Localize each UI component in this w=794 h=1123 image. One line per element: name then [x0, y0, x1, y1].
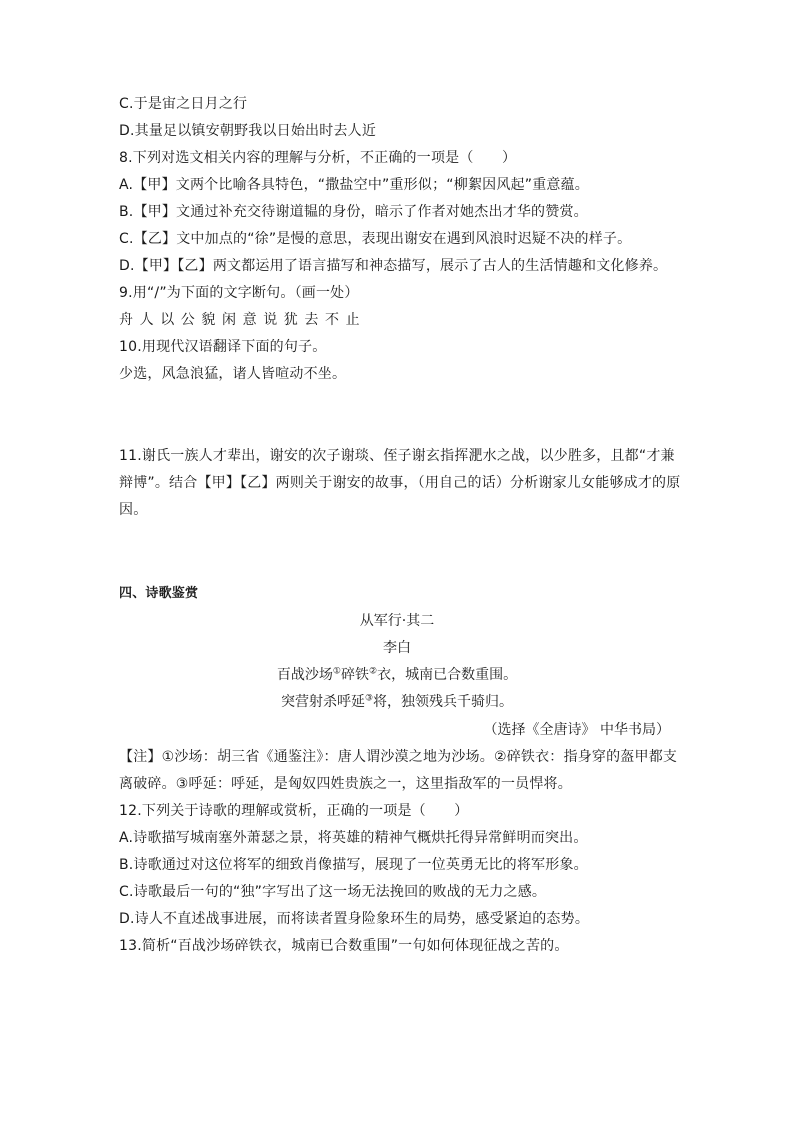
q9-stem: 9.用“/”为下面的文字断句。（画一处）	[119, 285, 359, 301]
q7-option-c: C.于是宙之日月之行	[119, 96, 248, 112]
poem-source: （选择《全唐诗》 中华书局）	[483, 722, 670, 738]
q8-option-a: A.【甲】文两个比喻各具特色，“撒盐空中”重形似；“柳絮因风起”重意蕴。	[119, 177, 589, 193]
poem-notes-line-1: 【注】①沙场：胡三省《通鉴注》：唐人谓沙漠之地为沙场。②碎铁衣：指身穿的盔甲都支	[119, 749, 678, 765]
q9-text: 舟人以公貌闲意说犹去不止	[119, 312, 367, 328]
q8-option-b: B.【甲】文通过补充交待谢道韫的身份，暗示了作者对她杰出才华的赞赏。	[119, 204, 588, 220]
q7-option-d: D.其量足以镇安朝野我以日始出时去人近	[119, 123, 377, 139]
q11-line-2: 辩博”。结合【甲】【乙】两则关于谢安的故事，（用自己的话）分析谢家儿女能够成才的原	[119, 475, 681, 491]
q13-stem: 13.简析“百战沙场碎铁衣，城南已合数重围”一句如何体现征战之苦的。	[119, 938, 569, 954]
q11-line-1: 11.谢氏一族人才辈出，谢安的次子谢琰、侄子谢玄指挥淝水之战，以少胜多，且都“才兼	[119, 448, 675, 464]
q12-option-b: B.诗歌通过对这位将军的细致肖像描写，展现了一位英勇无比的将军形象。	[119, 857, 588, 873]
q11-line-3: 因。	[119, 502, 148, 518]
q12-option-c: C.诗歌最后一句的“独”字写出了这一场无法挽回的败战的无力之感。	[119, 884, 547, 900]
note-marker-3: ③	[364, 693, 374, 704]
q8-option-c: C.【乙】文中加点的“徐”是慢的意思，表现出谢安在遇到风浪时迟疑不决的样子。	[119, 231, 632, 247]
poem-line-2: 突营射杀呼延③将，独领残兵千骑归。	[280, 693, 514, 710]
section-heading: 四、诗歌鉴赏	[119, 586, 199, 601]
poem-title: 从军行·其二	[359, 613, 435, 629]
q10-stem: 10.用现代汉语翻译下面的句子。	[119, 339, 327, 355]
q12-option-a: A.诗歌描写城南塞外萧瑟之景，将英雄的精神气概烘托得异常鲜明而突出。	[119, 830, 588, 846]
note-marker-1: ①	[332, 666, 341, 677]
q12-option-d: D.诗人不直述战事进展，而将读者置身险象环生的局势，感受紧迫的态势。	[119, 911, 590, 927]
poem-notes-line-2: 离破碎。③呼延：呼延，是匈奴四姓贵族之一，这里指敌军的一员悍将。	[119, 776, 572, 792]
q8-stem: 8.下列对选文相关内容的理解与分析，不正确的一项是（ ）	[119, 150, 517, 166]
poem-author: 李白	[383, 640, 411, 656]
q8-option-d: D.【甲】【乙】两文都运用了语言描写和神态描写，展示了古人的生活情趣和文化修养。	[119, 258, 668, 274]
q12-stem: 12.下列关于诗歌的理解或赏析，正确的一项是（ ）	[119, 803, 469, 819]
note-marker-2: ②	[369, 666, 378, 677]
poem-line-1: 百战沙场①碎铁②衣，城南已合数重围。	[276, 666, 518, 683]
q10-text: 少选，风急浪猛，诸人皆喧动不坐。	[119, 366, 347, 382]
